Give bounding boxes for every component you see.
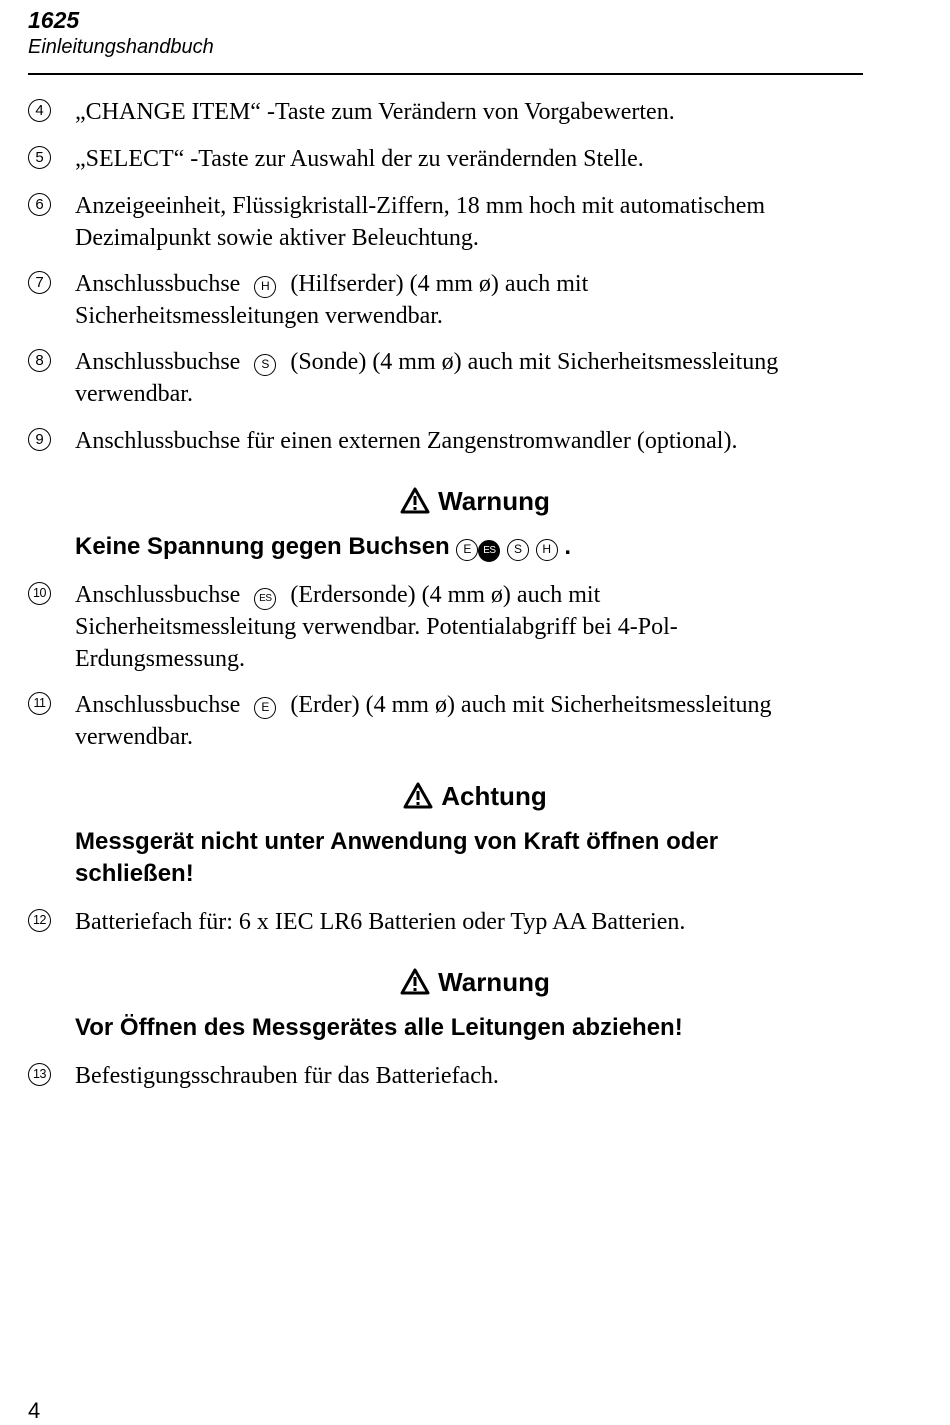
item-number-badge: 4 (28, 99, 51, 122)
model-number: 1625 (28, 7, 80, 33)
page-header (28, 6, 863, 60)
socket-s-icon: S (507, 539, 529, 561)
manual-title: Einleitungshandbuch (28, 36, 214, 58)
header-rule (28, 73, 863, 75)
warning-triangle-icon (400, 487, 430, 514)
warning-text-main: Keine Spannung gegen Buchsen (75, 533, 450, 560)
item-text (75, 346, 850, 410)
item-text: „CHANGE ITEM“ -Taste zum Verändern von Vorgabewerten. (75, 99, 675, 125)
socket-e-icon: E (456, 539, 478, 561)
item-number-badge: 7 (28, 271, 51, 294)
caution-heading (0, 780, 950, 812)
item-number-badge: 10 (28, 582, 51, 605)
warning-text: Vor Öffnen des Messgerätes alle Leitungen abziehen! (75, 1014, 683, 1041)
warning-heading (0, 485, 950, 517)
item-number-badge: 9 (28, 428, 51, 451)
socket-s-icon: S (254, 354, 276, 376)
socket-h-icon: H (536, 539, 558, 561)
item-text-post: (Sonde) (4 mm ø) auch mit Sicherheitsmessleitung (290, 349, 779, 375)
item-text (75, 689, 850, 753)
item-number-badge: 13 (28, 1063, 51, 1086)
item-text-line: verwendbar. (75, 724, 193, 750)
caution-title: Achtung (441, 781, 547, 811)
item-text (75, 579, 850, 675)
warning-text-end: . (564, 533, 572, 560)
item-text-line: Anzeigeeinheit, Flüssigkristall-Ziffern, 18 mm hoch mit automatischem (75, 193, 766, 219)
caution-text-line: Messgerät nicht unter Anwendung von Kraft öffnen oder (75, 828, 719, 855)
item-text-post: (Erder) (4 mm ø) auch mit Sicherheitsmessleitung (290, 692, 772, 718)
socket-es-icon: ES (478, 540, 500, 562)
item-text-line: Erdungsmessung. (75, 646, 245, 672)
page-number: 4 (28, 1398, 41, 1423)
warning-title: Warnung (438, 967, 550, 997)
item-text-pre: Anschlussbuchse (75, 349, 241, 375)
item-text-line: Dezimalpunkt sowie aktiver Beleuchtung. (75, 225, 479, 251)
item-text (75, 190, 850, 254)
item-text-post: (Hilfserder) (4 mm ø) auch mit (290, 271, 589, 297)
item-text (75, 268, 850, 332)
item-text-pre: Anschlussbuchse (75, 692, 241, 718)
caution-text-line: schließen! (75, 860, 194, 887)
item-number-badge: 12 (28, 909, 51, 932)
item-text: Befestigungsschrauben für das Batteriefach. (75, 1063, 499, 1089)
socket-h-icon: H (254, 276, 276, 298)
warning-triangle-icon (403, 782, 433, 809)
item-number-badge: 6 (28, 193, 51, 216)
warning-title: Warnung (438, 486, 550, 516)
item-number-badge: 11 (28, 692, 51, 715)
item-text-pre: Anschlussbuchse (75, 582, 241, 608)
warning-triangle-icon (400, 968, 430, 995)
item-number-badge: 8 (28, 349, 51, 372)
item-text-post: (Erdersonde) (4 mm ø) auch mit (290, 582, 601, 608)
item-text-line: verwendbar. (75, 381, 193, 407)
warning-heading (0, 966, 950, 998)
item-text: Batteriefach für: 6 x IEC LR6 Batterien oder Typ AA Batterien. (75, 909, 686, 935)
item-text: „SELECT“ -Taste zur Auswahl der zu verändernden Stelle. (75, 146, 644, 172)
item-text-pre: Anschlussbuchse (75, 271, 241, 297)
item-number-badge: 5 (28, 146, 51, 169)
item-text-line: Sicherheitsmessleitungen verwendbar. (75, 303, 443, 329)
caution-text (75, 826, 835, 890)
socket-e-icon: E (254, 697, 276, 719)
item-text-line: Sicherheitsmessleitung verwendbar. Potentialabgriff bei 4-Pol- (75, 614, 678, 640)
socket-es-icon: ES (254, 588, 276, 610)
item-text: Anschlussbuchse für einen externen Zangenstromwandler (optional). (75, 428, 738, 454)
warning-text (75, 531, 835, 563)
